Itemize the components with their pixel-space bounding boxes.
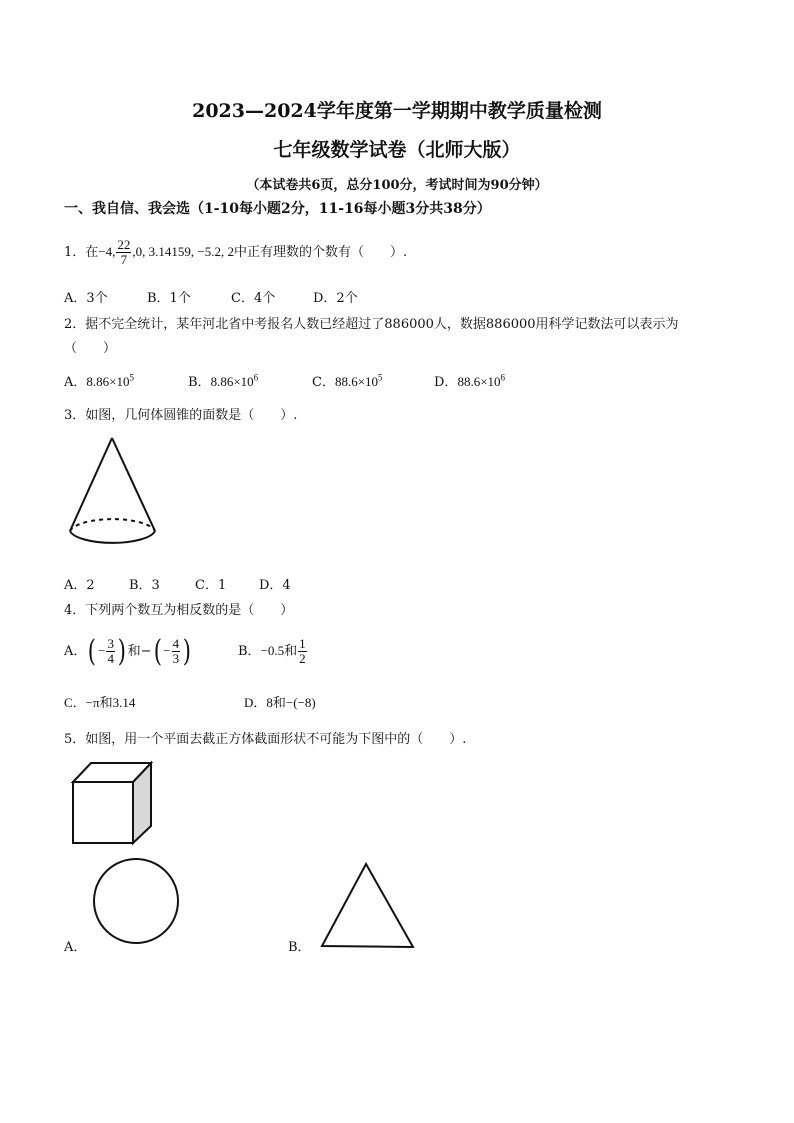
q1-option-a: A．3个 <box>64 291 108 306</box>
q2-option-a <box>64 371 134 390</box>
q2-d-exp: 6 <box>500 372 506 383</box>
q3-option-d: D．4 <box>259 578 291 593</box>
q2-b-exp: 6 <box>253 372 259 383</box>
q4-a-den2: 3 <box>172 651 180 666</box>
q3-option-a: A．2 <box>64 578 95 593</box>
cube-figure <box>70 758 156 848</box>
q4-b-frac <box>298 637 307 666</box>
q1-frac-num: 22 <box>117 237 131 252</box>
exam-subtitle: 七年级数学试卷（北师大版） <box>273 139 521 161</box>
right-paren: ) <box>117 633 126 669</box>
exam-note: （本试卷共6页，总分100分，考试时间为90分钟） <box>246 178 548 193</box>
q2-d-label: D． <box>434 375 458 390</box>
q4-option-d: D．8和−(−8) <box>244 695 316 710</box>
question-4-stem: 4．下列两个数互为相反数的是（ ） <box>64 603 294 618</box>
q4-option-b <box>238 630 308 672</box>
q5-option-b: B． <box>288 940 311 955</box>
q3-option-b: B．3 <box>129 578 160 593</box>
q2-a-label: A． <box>64 375 87 390</box>
cone-figure <box>64 432 164 564</box>
q2-b-label: B． <box>188 375 211 390</box>
q1-frac-den: 7 <box>120 252 128 267</box>
q1-prefix: 1．在 <box>64 245 99 260</box>
q4-option-a <box>64 630 193 672</box>
q4-a-and: 和− <box>127 644 152 659</box>
section-heading: 一、我自信、我会选（1-10每小题2分，11-16每小题3分共38分） <box>64 201 491 217</box>
question-2-blank: （ ） <box>64 341 117 356</box>
q3-option-c: C．1 <box>195 578 227 593</box>
q1-list-a: −4, <box>98 244 116 259</box>
question-3-stem: 3．如图，几何体圆锥的面数是（ ）. <box>64 408 298 423</box>
q4-option-c: C．−π和3.14 <box>64 695 136 710</box>
q2-c-label: C． <box>312 375 335 390</box>
q4-b-label: B． <box>238 644 261 659</box>
q4-a-frac2 <box>172 637 181 666</box>
q1-option-d: D．2个 <box>313 291 358 306</box>
q4-b-den: 2 <box>299 651 306 666</box>
q2-option-d <box>434 371 505 390</box>
q4-a-num1: 3 <box>107 636 114 651</box>
q4-a-sign2: − <box>163 643 171 658</box>
q4-a-label: A． <box>64 644 87 659</box>
q4-b-num: 1 <box>299 636 306 651</box>
q4-b-text: −0.5和 <box>260 643 298 658</box>
q1-suffix: 中正有理数的个数有（ ）. <box>233 245 408 260</box>
q2-a-exp: 5 <box>129 372 134 383</box>
q2-b-base: 8.86×10 <box>210 374 254 389</box>
right-paren: ) <box>182 633 192 669</box>
q2-option-c <box>312 371 383 390</box>
q2-option-b <box>188 371 258 390</box>
q1-fraction <box>116 238 131 267</box>
q4-a-num2: 4 <box>172 636 180 651</box>
question-5-stem: 5．如图，用一个平面去截正方体截面形状不可能为下图中的（ ）. <box>64 732 467 747</box>
circle-figure <box>90 856 182 948</box>
q4-a-den1: 4 <box>107 651 114 666</box>
q1-option-c: C．4个 <box>231 291 276 306</box>
q2-c-exp: 5 <box>378 372 383 383</box>
q2-c-base: 88.6×10 <box>334 374 379 389</box>
q4-a-sign1: − <box>98 643 106 658</box>
q1-option-b: B．1个 <box>147 291 191 306</box>
left-paren: ( <box>153 633 162 669</box>
triangle-figure <box>318 860 418 952</box>
q1-list-b: ,0, 3.14159, −5.2, 2 <box>132 244 234 259</box>
q5-option-a: A． <box>64 940 87 955</box>
q2-a-base: 8.86×10 <box>86 374 130 389</box>
question-1-stem <box>64 236 407 268</box>
left-paren: ( <box>88 633 97 669</box>
q4-a-frac1 <box>106 637 115 666</box>
q2-d-base: 88.6×10 <box>457 374 501 389</box>
exam-title: 2023—2024学年度第一学期期中教学质量检测 <box>192 100 602 122</box>
question-2-stem: 2．据不完全统计，某年河北省中考报名人数已经超过了886000人，数据886000用科学记数法可以表示为 <box>64 317 679 332</box>
